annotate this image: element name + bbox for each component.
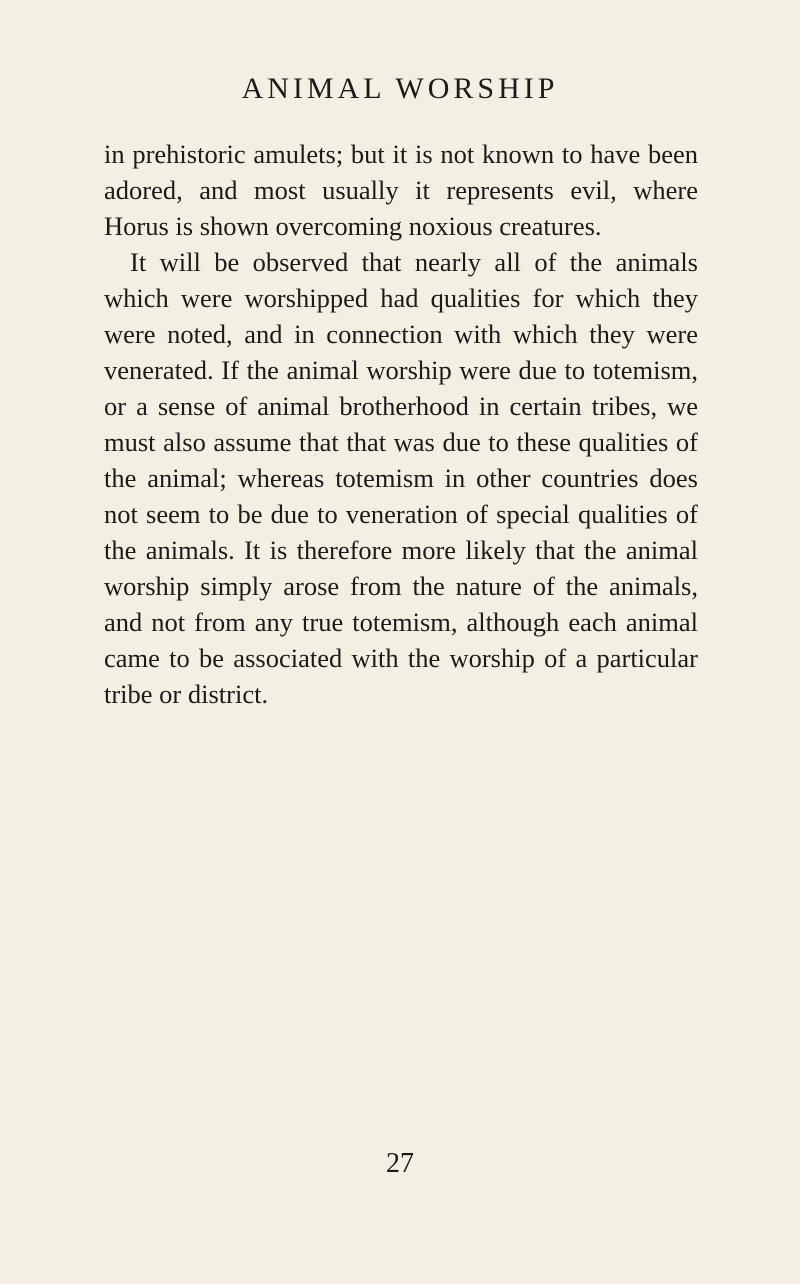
running-head: ANIMAL WORSHIP bbox=[241, 72, 559, 105]
page-number: 27 bbox=[386, 1148, 414, 1179]
paragraph: It will be observed that nearly all of the animals which were worshipped had qualities for which they were noted, and in connection with which they were venerated. If the animal worship were due to totemism, or a sense of animal brotherhood in certain tribes, we must also assume that that was due to these qualities of the animal; whereas totemism in other countries does not seem to be due to veneration of special qualities of the animals. It is therefore more likely that the animal worship simply arose from the nature of the animals, and not from any true totemism, although each animal came to be associated with the worship of a particular tribe or district. bbox=[104, 247, 698, 709]
body-text bbox=[104, 136, 698, 712]
paragraph-continued: in prehistoric amulets; but it is not known to have been adored, and most usually it represents evil, where Horus is shown overcoming noxious creatures. bbox=[104, 139, 698, 241]
